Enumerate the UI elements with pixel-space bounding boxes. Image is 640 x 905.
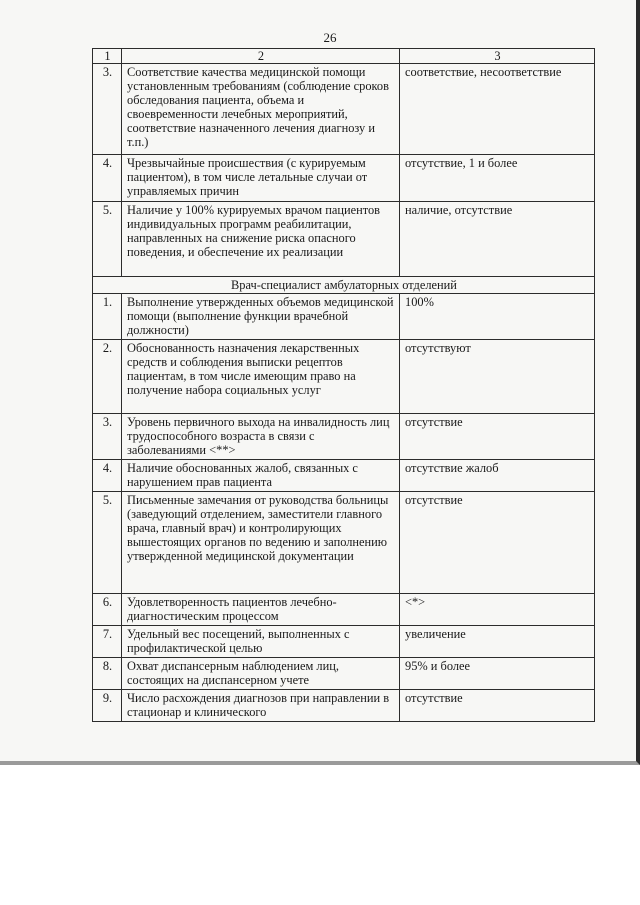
criterion-value: отсутствие [400, 492, 595, 594]
row-number: 7. [93, 626, 122, 658]
criterion-value: 100% [400, 294, 595, 340]
section-header-row [93, 277, 595, 294]
table-row [93, 294, 595, 340]
table-row [93, 340, 595, 414]
criterion-text: Удовлетворенность пациентов лечебно-диагностическим процессом [122, 594, 400, 626]
criterion-text: Соответствие качества медицинской помощи установленным требованиям (соблюдение сроков обследования пациента, объема и своевременности лечебных мероприятий, соответствие назначенного лечения диагнозу и т.п.) [122, 64, 400, 155]
criterion-text: Удельный вес посещений, выполненных с профилактической целью [122, 626, 400, 658]
row-number: 5. [93, 202, 122, 277]
table-row [93, 594, 595, 626]
row-number: 5. [93, 492, 122, 594]
criterion-value: отсутствие, 1 и более [400, 155, 595, 202]
criterion-text: Наличие обоснованных жалоб, связанных с нарушением прав пациента [122, 460, 400, 492]
table-row [93, 658, 595, 690]
header-col-2: 2 [122, 49, 400, 64]
table-row [93, 460, 595, 492]
criterion-value: соответствие, несоответствие [400, 64, 595, 155]
row-number: 3. [93, 414, 122, 460]
criterion-text: Чрезвычайные происшествия (с курируемым пациентом), в том числе летальные случаи от управляемых причин [122, 155, 400, 202]
criteria-table [92, 48, 595, 722]
row-number: 8. [93, 658, 122, 690]
page-number: 26 [323, 30, 337, 45]
row-number: 6. [93, 594, 122, 626]
criterion-value: наличие, отсутствие [400, 202, 595, 277]
header-col-1: 1 [93, 49, 122, 64]
row-number: 2. [93, 340, 122, 414]
row-number: 3. [93, 64, 122, 155]
row-number: 9. [93, 690, 122, 722]
criterion-text: Обоснованность назначения лекарственных средств и соблюдения выписки рецептов пациентам, в том числе имеющим право на получение набора социальных услуг [122, 340, 400, 414]
criterion-value: отсутствие жалоб [400, 460, 595, 492]
criterion-value: увеличение [400, 626, 595, 658]
section-title: Врач-специалист амбулаторных отделений [93, 277, 595, 294]
table-row [93, 155, 595, 202]
table-row [93, 626, 595, 658]
criterion-value: 95% и более [400, 658, 595, 690]
table-row [93, 690, 595, 722]
criterion-value: отсутствуют [400, 340, 595, 414]
criterion-text: Охват диспансерным наблюдением лиц, состоящих на диспансерном учете [122, 658, 400, 690]
header-col-3: 3 [400, 49, 595, 64]
criterion-value: отсутствие [400, 414, 595, 460]
table-row [93, 202, 595, 277]
criterion-value: отсутствие [400, 690, 595, 722]
criterion-value: <*> [400, 594, 595, 626]
table-row [93, 492, 595, 594]
criterion-text: Уровень первичного выхода на инвалидность лиц трудоспособного возраста в связи с заболеваниями <**> [122, 414, 400, 460]
row-number: 4. [93, 460, 122, 492]
criterion-text: Письменные замечания от руководства больницы (заведующий отделением, заместители главного врача, главный врач) и контролирующих вышестоящих органов по ведению и заполнению утвержденной медицинской документации [122, 492, 400, 594]
criterion-text: Выполнение утвержденных объемов медицинской помощи (выполнение функции врачебной должности) [122, 294, 400, 340]
table-header-row [93, 49, 595, 64]
table-row [93, 64, 595, 155]
criterion-text: Число расхождения диагнозов при направлении в стационар и клинического [122, 690, 400, 722]
row-number: 4. [93, 155, 122, 202]
criterion-text: Наличие у 100% курируемых врачом пациентов индивидуальных программ реабилитации, направленных на снижение риска опасного поведения, и обеспечение их реализации [122, 202, 400, 277]
table-row [93, 414, 595, 460]
row-number: 1. [93, 294, 122, 340]
